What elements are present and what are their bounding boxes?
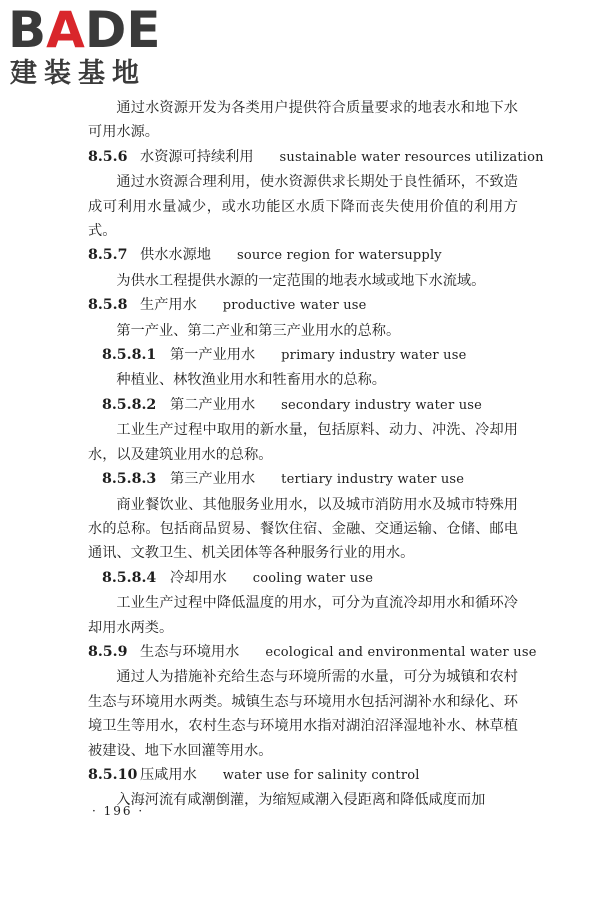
page-number: · 196 ·	[92, 804, 145, 818]
section-heading	[88, 763, 518, 788]
logo-subtitle: 建装基地	[10, 58, 146, 89]
paragraph: 通过水资源开发为各类用户提供符合质量要求的地表水和地下水可用水源。	[88, 100, 518, 141]
term-chinese: 压咸用水	[140, 766, 197, 783]
term-english: source region for watersupply	[236, 248, 442, 264]
section-number: 8.5.10	[88, 766, 138, 783]
term-chinese: 第二产业用水	[170, 396, 256, 413]
paragraph: 工业生产过程中取用的新水量，包括原料、动力、冲洗、冷却用水，以及建筑业用水的总称。	[88, 422, 518, 463]
section-heading	[88, 145, 544, 170]
paragraph: 为供水工程提供水源的一定范围的地表水域或地下水流域。	[116, 272, 486, 289]
logo-wordmark: BADE	[8, 1, 161, 59]
section-number: 8.5.8.3	[102, 471, 157, 488]
paragraph: 通过人为措施补充给生态与环境所需的水量，可分为城镇和农村生态与环境用水两类。城镇生态与环境用水包括河湖补水和绿化、环境卫生等用水，农村生态与环境用水指对湖泊沼泽湿地补水、林草植被建设、地下水回灌等用水。	[88, 669, 518, 759]
paragraph: 通过水资源合理利用，使水资源供求长期处于良性循环，不致造成可利用水量减少，或水功能区水质下降而丧失使用价值的利用方式。	[88, 174, 518, 240]
section-number: 8.5.7	[88, 247, 128, 264]
paragraph: 种植业、林牧渔业用水和牲畜用水的总称。	[116, 372, 386, 389]
term-chinese: 生态与环境用水	[140, 643, 240, 660]
section-number: 8.5.8.1	[102, 347, 157, 364]
term-chinese: 第一产业用水	[170, 347, 256, 364]
bade-logo	[8, 2, 178, 94]
term-english: sustainable water resources utilization	[279, 149, 544, 165]
section-number: 8.5.9	[88, 643, 128, 660]
term-english: secondary industry water use	[281, 397, 483, 413]
term-english: productive water use	[222, 298, 367, 314]
section-number: 8.5.8	[88, 297, 128, 314]
term-chinese: 水资源可持续利用	[140, 148, 254, 165]
term-english: primary industry water use	[281, 348, 467, 364]
section-number: 8.5.6	[88, 148, 128, 165]
section-heading	[88, 243, 518, 268]
paragraph: 第一产业、第二产业和第三产业用水的总称。	[116, 322, 401, 339]
paragraph: 工业生产过程中降低温度的用水，可分为直流冷却用水和循环冷却用水两类。	[88, 595, 518, 636]
subsection-heading	[88, 467, 518, 492]
term-chinese: 生产用水	[140, 297, 197, 314]
term-english: ecological and environmental water use	[265, 644, 537, 660]
section-number: 8.5.8.2	[102, 396, 157, 413]
paragraph: 商业餐饮业、其他服务业用水，以及城市消防用水及城市特殊用水的总称。包括商品贸易、餐饮住宿、金融、交通运输、仓储、邮电通讯、文教卫生、机关团体等各种服务行业的用水。	[88, 496, 518, 562]
term-english: cooling water use	[252, 570, 374, 586]
subsection-heading	[88, 566, 518, 591]
subsection-heading	[88, 393, 518, 418]
term-english: tertiary industry water use	[281, 472, 465, 488]
term-chinese: 供水水源地	[140, 247, 211, 264]
term-chinese: 冷却用水	[170, 569, 227, 586]
term-chinese: 第三产业用水	[170, 471, 256, 488]
document-body	[88, 96, 544, 813]
section-heading	[88, 640, 537, 665]
section-heading	[88, 293, 518, 318]
subsection-heading	[88, 343, 518, 368]
term-english: water use for salinity control	[222, 767, 420, 783]
paragraph: 入海河流有咸潮倒灌，为缩短咸潮入侵距离和降低咸度而加	[116, 792, 486, 809]
section-number: 8.5.8.4	[102, 569, 157, 586]
